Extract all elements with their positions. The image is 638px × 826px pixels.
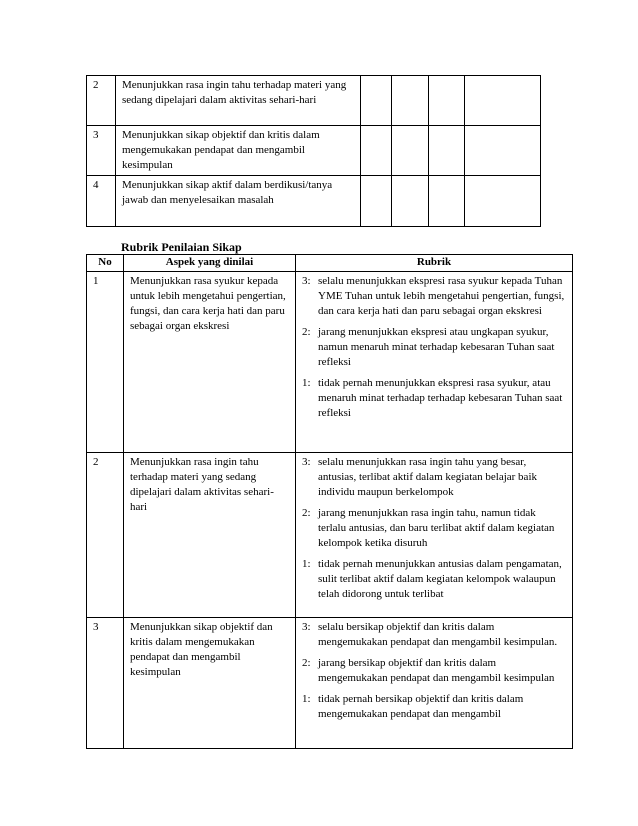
score-number: 2: xyxy=(302,507,311,519)
score-cell xyxy=(361,126,392,176)
score-item xyxy=(302,506,566,551)
score-cell xyxy=(465,126,541,176)
observation-row xyxy=(87,176,541,227)
rubric-row xyxy=(87,272,573,453)
score-number: 3: xyxy=(302,621,311,633)
row-number: 3 xyxy=(87,618,124,749)
score-number: 2: xyxy=(302,657,311,669)
score-description: jarang menunjukkan rasa ingin tahu, namun tidak terlalu antusias, dan baru terlibat aktif dalam kegiatan kelompok ketika disuruh xyxy=(318,507,555,549)
rubric-scores xyxy=(296,618,573,749)
score-item xyxy=(302,325,566,370)
score-number: 3: xyxy=(302,456,311,468)
score-cell xyxy=(429,176,465,227)
rubric-scores xyxy=(296,453,573,618)
score-cell xyxy=(361,76,392,126)
row-number: 4 xyxy=(87,176,116,227)
score-description: selalu menunjukkan rasa ingin tahu yang besar, antusias, terlibat aktif dalam kegiatan belajar baik individu maupun berkelompok xyxy=(318,456,537,498)
aspect-text: Menunjukkan rasa syukur kepada untuk lebih mengetahui pengertian, fungsi, dan cara kerja hati dan paru sebagai organ ekskresi xyxy=(124,272,296,453)
score-cell xyxy=(392,176,429,227)
score-number: 3: xyxy=(302,275,311,287)
rubric-header-row xyxy=(87,255,573,272)
score-item xyxy=(302,620,566,650)
score-cell xyxy=(429,76,465,126)
aspect-text: Menunjukkan rasa ingin tahu terhadap materi yang sedang dipelajari dalam aktivitas sehari-hari xyxy=(116,76,361,126)
score-description: tidak pernah menunjukkan antusias dalam pengamatan, sulit terlibat aktif dalam kegiatan kelompok walaupun telah didorong untuk terlibat xyxy=(318,558,562,600)
score-item xyxy=(302,557,566,602)
aspect-text: Menunjukkan sikap aktif dalam berdikusi/tanya jawab dan menyelesaikan masalah xyxy=(116,176,361,227)
row-number: 1 xyxy=(87,272,124,453)
score-number: 1: xyxy=(302,558,311,570)
score-number: 1: xyxy=(302,377,311,389)
header-aspect: Aspek yang dinilai xyxy=(124,255,296,272)
score-cell xyxy=(361,176,392,227)
aspect-text: Menunjukkan rasa ingin tahu terhadap materi yang sedang dipelajari dalam aktivitas sehari-hari xyxy=(124,453,296,618)
score-number: 2: xyxy=(302,326,311,338)
header-no: No xyxy=(87,255,124,272)
score-number: 1: xyxy=(302,693,311,705)
row-number: 2 xyxy=(87,453,124,618)
observation-row xyxy=(87,76,541,126)
score-cell xyxy=(429,126,465,176)
rubric-table xyxy=(86,254,573,749)
row-number: 3 xyxy=(87,126,116,176)
rubric-title: Rubrik Penilaian Sikap xyxy=(121,240,242,254)
score-item xyxy=(302,455,566,500)
score-cell xyxy=(392,76,429,126)
score-description: jarang menunjukkan ekspresi atau ungkapan syukur, namun menaruh minat terhadap kebesaran Tuhan saat refleksi xyxy=(318,326,555,368)
score-item xyxy=(302,376,566,421)
score-description: selalu menunjukkan ekspresi rasa syukur kepada Tuhan YME Tuhan untuk lebih mengetahui pengertian, fungsi, dan cara kerja hati dan paru sebagai organ ekskresi xyxy=(318,275,565,317)
score-cell xyxy=(392,126,429,176)
score-item xyxy=(302,656,566,686)
score-item xyxy=(302,692,566,722)
row-number: 2 xyxy=(87,76,116,126)
rubric-row xyxy=(87,618,573,749)
rubric-scores xyxy=(296,272,573,453)
score-description: jarang bersikap objektif dan kritis dalam mengemukakan pendapat dan mengambil kesimpulan xyxy=(318,657,555,684)
aspect-text: Menunjukkan sikap objektif dan kritis dalam mengemukakan pendapat dan mengambil kesimpulan xyxy=(124,618,296,749)
score-cell xyxy=(465,176,541,227)
observation-row xyxy=(87,126,541,176)
score-cell xyxy=(465,76,541,126)
score-description: tidak pernah menunjukkan ekspresi rasa syukur, atau menaruh minat terhadap terhadap kebesaran Tuhan saat refleksi xyxy=(318,377,563,419)
score-description: selalu bersikap objektif dan kritis dalam mengemukakan pendapat dan mengambil kesimpulan. xyxy=(318,621,558,648)
header-rubric: Rubrik xyxy=(296,255,573,272)
observation-table xyxy=(86,75,541,227)
score-description: tidak pernah bersikap objektif dan kritis dalam mengemukakan pendapat dan mengambil xyxy=(318,693,524,720)
rubric-row xyxy=(87,453,573,618)
aspect-text: Menunjukkan sikap objektif dan kritis dalam mengemukakan pendapat dan mengambil kesimpulan xyxy=(116,126,361,176)
score-item xyxy=(302,274,566,319)
